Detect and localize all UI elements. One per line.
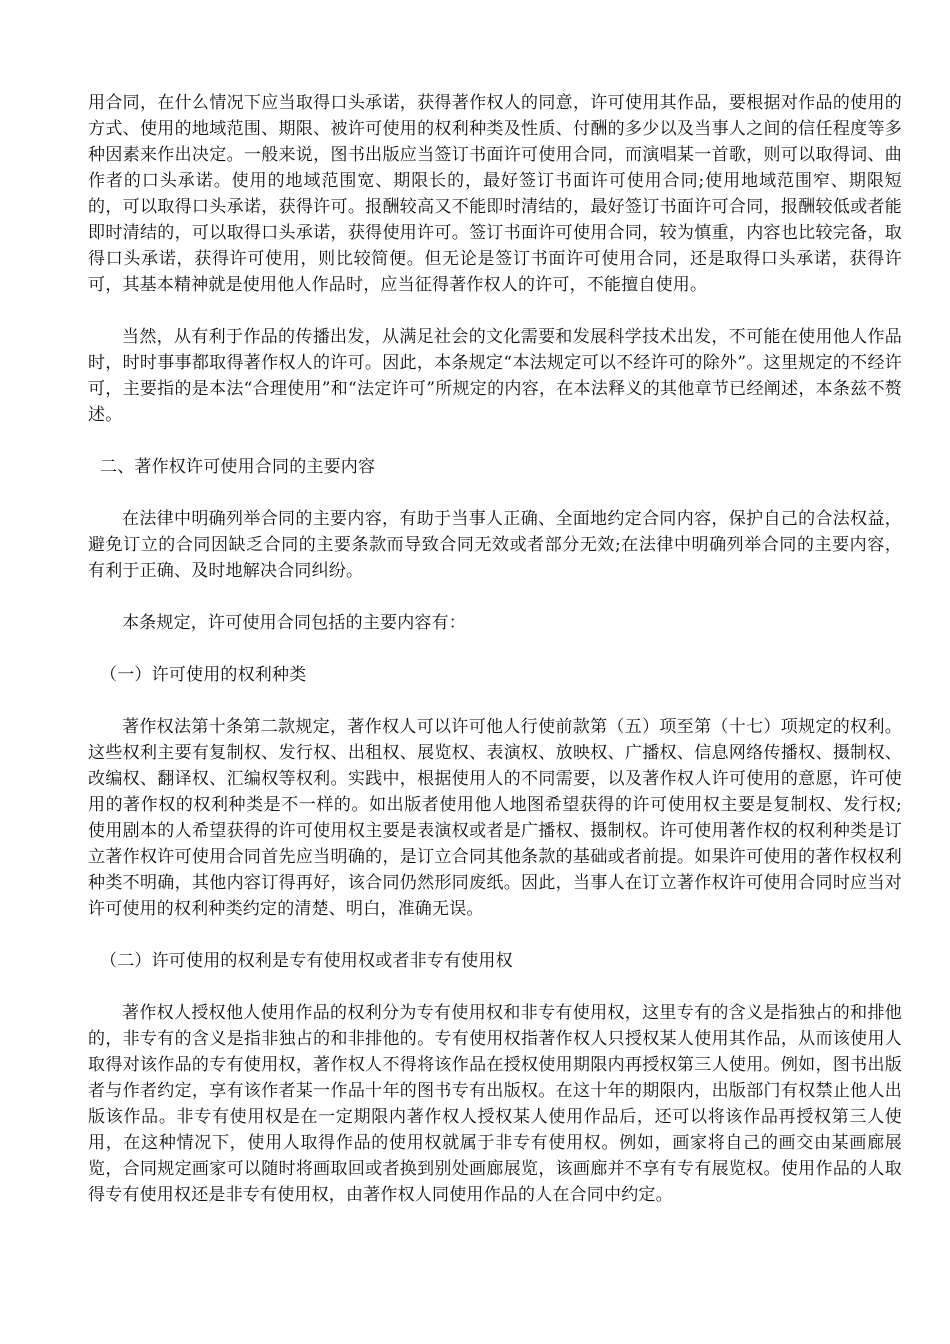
paragraph-right-types: 著作权法第十条第二款规定，著作权人可以许可他人行使前款第（五）项至第（十七）项规定的权利。这些权利主要有复制权、发行权、出租权、展览权、表演权、放映权、广播权、信息网络传播权、摄制权、改编权、翻译权、汇编权等权利。实践中，根据使用人的不同需要，以及著作权人许可使用的意愿，许可使用的著作权的权利种类是不一样的。如出版者使用他人地图希望获得的许可使用权主要是复制权、发行权;使用剧本的人希望获得的许可使用权主要是表演权或者是广播权、摄制权。许可使用著作权的权利种类是订立著作权许可使用合同首先应当明确的，是订立合同其他条款的基础或者前提。如果许可使用的著作权权利种类不明确，其他内容订得再好，该合同仍然形同废纸。因此，当事人在订立著作权许可使用合同时应当对许可使用的权利种类约定的清楚、明白，准确无误。 [88, 717, 902, 919]
paragraph-contract-form: 用合同，在什么情况下应当取得口头承诺，获得著作权人的同意，许可使用其作品，要根据对作品的使用的方式、使用的地域范围、期限、被许可使用的权利种类及性质、付酬的多少以及当事人之间的信任程度等多种因素来作出决定。一般来说，图书出版应当签订书面许可使用合同，而演唱某一首歌，则可以取得词、曲作者的口头承诺。使用的地域范围宽、期限长的，最好签订书面许可使用合同;使用地域范围窄、期限短的，可以取得口头承诺，获得许可。报酬较高又不能即时清结的，最好签订书面许可合同，报酬较低或者能即时清结的，可以取得口头承诺，获得使用许可。签订书面许可使用合同，较为慎重，内容也比较完备，取得口头承诺，获得许可使用，则比较简便。但无论是签订书面许可使用合同，还是取得口头承诺，获得许可，其基本精神就是使用他人作品时，应当征得著作权人的许可，不能擅自使用。 [88, 93, 902, 295]
section-heading-main-content: 二、著作权许可使用合同的主要内容 [100, 457, 376, 477]
paragraph-list-intro: 本条规定，许可使用合同包括的主要内容有： [122, 613, 466, 633]
subheading-right-types: （一）许可使用的权利种类 [100, 665, 307, 685]
document-page [88, 90, 902, 1234]
subheading-exclusive-rights: （二）许可使用的权利是专有使用权或者非专有使用权 [100, 951, 513, 971]
paragraph-listing-purpose: 在法律中明确列举合同的主要内容，有助于当事人正确、全面地约定合同内容，保护自己的合法权益，避免订立的合同因缺乏合同的主要条款而导致合同无效或者部分无效;在法律中明确列举合同的主要内容，有利于正确、及时地解决合同纠纷。 [88, 509, 902, 581]
paragraph-exception: 当然，从有利于作品的传播出发，从满足社会的文化需要和发展科学技术出发，不可能在使用他人作品时，时时事事都取得著作权人的许可。因此，本条规定“本法规定可以不经许可的除外”。这里规定的不经许可，主要指的是本法“合理使用”和“法定许可”所规定的内容，在本法释义的其他章节已经阐述，本条兹不赘述。 [88, 327, 902, 425]
paragraph-exclusive-rights: 著作权人授权他人使用作品的权利分为专有使用权和非专有使用权，这里专有的含义是指独占的和排他的，非专有的含义是指非独占的和非排他的。专有使用权指著作权人只授权某人使用其作品，从而该使用人取得对该作品的专有使用权，著作权人不得将该作品在授权使用期限内再授权第三人使用。例如，图书出版者与作者约定，享有该作者某一作品十年的图书专有出版权。在这十年的期限内，出版部门有权禁止他人出版该作品。非专有使用权是在一定期限内著作权人授权某人使用作品后，还可以将该作品再授权第三人使用，在这种情况下，使用人取得作品的使用权就属于非专有使用权。例如，画家将自己的画交由某画廊展览，合同规定画家可以随时将画取回或者换到别处画廊展览，该画廊并不享有专有展览权。使用作品的人取得专有使用权还是非专有使用权，由著作权人同使用作品的人在合同中约定。 [88, 1003, 902, 1205]
